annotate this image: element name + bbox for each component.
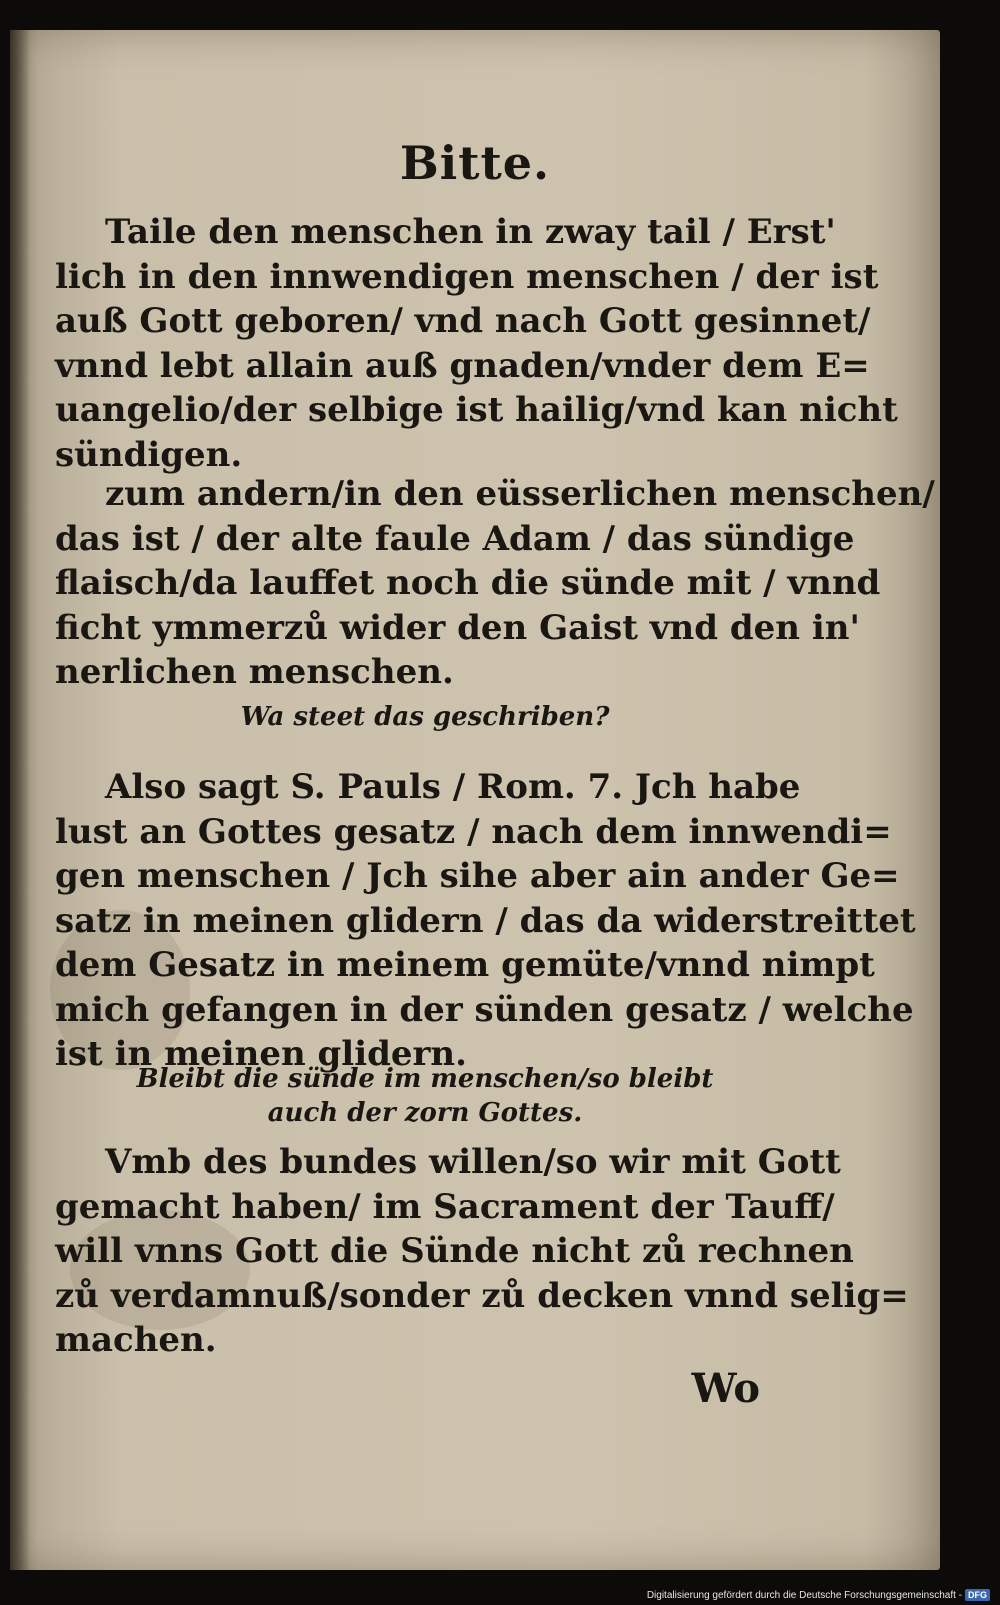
text-line: Vmb des bundes willen/so wir mit Gott [105, 1142, 841, 1182]
text-line: auß Gott geboren/ vnd nach Gott gesinnet/ [55, 301, 871, 341]
text-line: nerlichen menschen. [55, 652, 454, 692]
text-line: flaisch/da lauffet noch die sünde mit / vnnd [55, 563, 881, 603]
paragraph-4 [55, 1140, 909, 1363]
text-line: lust an Gottes gesatz / nach dem innwendi= [55, 811, 892, 852]
text-line: will vnns Gott die Sünde nicht zů rechnen [55, 1231, 854, 1271]
heading-line: auch der zorn Gottes. [267, 1098, 583, 1128]
section-heading-2 [55, 1062, 795, 1130]
text-line: dem Gesatz in meinem gemüte/vnnd nimpt [55, 945, 875, 985]
page-header: Bitte. [399, 136, 551, 190]
paragraph-2 [55, 472, 935, 695]
text-line: zů verdamnuß/sonder zů decken vnnd selig= [55, 1275, 909, 1316]
text-line: uangelio/der selbige ist hailig/vnd kan nicht [55, 390, 898, 430]
text-line: lich in den innwendigen menschen / der ist [55, 256, 879, 297]
text-line: vnnd lebt allain auß gnaden/vnder dem E= [55, 345, 870, 386]
text-line: ist in meinen glidern. [55, 1034, 467, 1074]
book-page [10, 30, 940, 1570]
text-line: mich gefangen in der sünden gesatz / welche [55, 989, 914, 1030]
text-line: gen menschen / Jch sihe aber ain ander Ge= [55, 856, 900, 896]
heading-line: Bleibt die sünde im menschen/so bleibt [136, 1064, 714, 1094]
text-line: gemacht haben/ im Sacrament der Tauff/ [55, 1186, 835, 1227]
page-gutter-shadow [10, 30, 30, 1570]
text-line: Also sagt S. Pauls / Rom. 7. Jch habe [105, 767, 801, 807]
text-line: das ist / der alte faule Adam / das sündige [55, 518, 855, 559]
text-line: satz in meinen glidern / das da widerstreittet [55, 900, 916, 941]
digitization-footer [647, 1589, 990, 1601]
catchword: Wo [691, 1365, 760, 1412]
text-line: Taile den menschen in zway tail / Erst' [105, 212, 836, 252]
text-line: machen. [55, 1320, 217, 1360]
text-line: ficht ymmerzů wider den Gaist vnd den in' [55, 607, 860, 648]
footer-credit-text: Digitalisierung gefördert durch die Deutsche Forschungsgemeinschaft - [646, 1589, 962, 1601]
text-line: sündigen. [55, 434, 243, 475]
paragraph-1 [55, 210, 898, 477]
paragraph-3 [55, 765, 916, 1077]
text-line: zum andern/in den eüsserlichen menschen/ [105, 474, 935, 514]
dfg-logo-icon: DFG [965, 1589, 990, 1601]
section-heading-1: Wa steet das geschriben? [240, 702, 610, 732]
